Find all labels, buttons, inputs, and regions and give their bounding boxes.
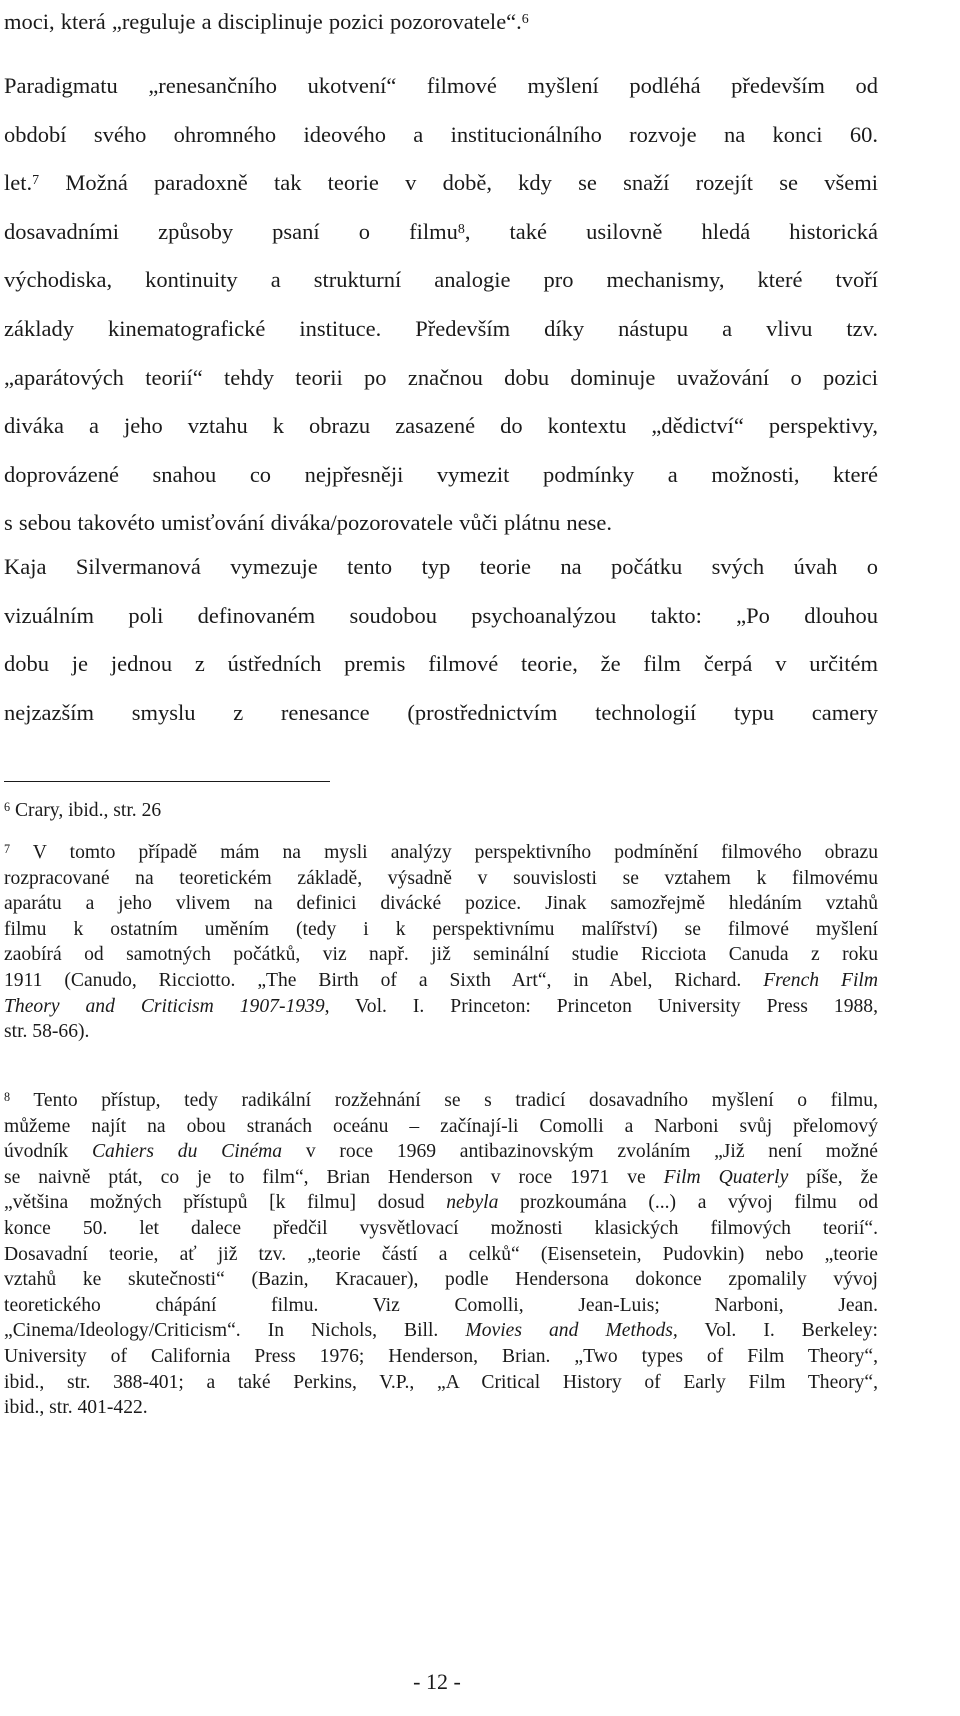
footnote-number: 8 — [4, 1089, 11, 1104]
text-line: základy kinematografické instituce. Především díky nástupu a vlivu tzv. — [4, 315, 878, 341]
footnote-line: filmu k ostatním uměním (tedy i k perspektivnímu malířství) se filmové myšlení — [4, 918, 878, 940]
footnote-line: rozpracované na teoretickém základě, výsadně v souvislosti se vztahem k filmovému — [4, 867, 878, 889]
footnote-ref-6[interactable]: 6 — [521, 11, 529, 27]
footnote-7 — [4, 840, 878, 1045]
footnote-line: se naivně ptát, co je to film“, Brian Henderson v roce 1971 ve Film Quaterly píše, že — [4, 1166, 878, 1188]
text-line: vizuálním poli definovaném soudobou psychoanalýzou takto: „Po dlouhou — [4, 602, 878, 628]
footnote-line: University of California Press 1976; Henderson, Brian. „Two types of Film Theory“, — [4, 1345, 878, 1367]
text-line: moci, která „reguluje a disciplinuje pozici pozorovatele“.$^6$ — [4, 9, 529, 34]
footnote-line: konce 50. let dalece předčil vysvětlovací možnosti klasických filmových teorií“. — [4, 1217, 878, 1239]
footnote-ref-8[interactable]: 8 — [457, 221, 465, 237]
footnote-line: vztahů ke skutečnosti“ (Bazin, Kracauer), podle Hendersona dokonce zpomalily vývoj — [4, 1269, 878, 1291]
footnote-line: $^6$ Crary, ibid., str. 26 — [4, 799, 162, 821]
footnote-line: str. 58-66). — [4, 1021, 90, 1043]
footnote-line: „Cinema/Ideology/Criticism“. In Nichols, Bill. Movies and Methods, Vol. I. Berkeley: — [4, 1320, 878, 1342]
body-paragraph-1 — [4, 0, 878, 47]
text-line: diváka a jeho vztahu k obrazu zasazené do kontextu „dědictví“ perspektivy, — [4, 413, 878, 439]
footnote-separator — [4, 781, 330, 782]
footnote-line: „většina možných přístupů [k filmu] dosud nebyla prozkoumána (...) a vývoj filmu od — [4, 1192, 878, 1214]
footnote-line: ibid., str. 401-422. — [4, 1397, 148, 1419]
footnote-6 — [4, 798, 878, 824]
body-paragraph-3 — [4, 543, 878, 737]
footnote-line: $^8$ Tento přístup, tedy radikální rozžehnání se s tradicí dosavadního myšlení o filmu, — [4, 1089, 878, 1111]
footnote-number: 7 — [4, 841, 11, 856]
text-line: dosavadními způsoby psaní o filmu$^8$, také usilovně hledá historická — [4, 218, 879, 244]
text-line: s sebou takovéto umisťování diváka/pozorovatele vůči plátnu nese. — [4, 510, 612, 536]
text-line: nejzazším smyslu z renesance (prostřednictvím technologií typu camery — [4, 699, 878, 725]
footnote-line: úvodník Cahiers du Cinéma v roce 1969 antibazinovským zvoláním „Již není možné — [4, 1141, 879, 1163]
footnote-line: aparátu a jeho vlivem na definici divácké pozice. Jinak samozřejmě hledáním vztahů — [4, 893, 878, 915]
text-line: „aparátových teorií“ tehdy teorii po značnou dobu dominuje uvažování o pozici — [4, 364, 878, 390]
footnote-line: Theory and Criticism 1907-1939, Vol. I. Princeton: Princeton University Press 1988, — [4, 995, 878, 1017]
text-line: Paradigmatu „renesančního ukotvení“ filmové myšlení podléhá především od — [4, 73, 878, 98]
text-line: doprovázené snahou co nejpřesněji vymezit podmínky a možnosti, které — [4, 461, 878, 487]
footnote-line: $^7$ V tomto případě mám na mysli analýzy perspektivního podmínění filmového obrazu — [4, 841, 878, 863]
text-line: Kaja Silvermanová vymezuje tento typ teorie na počátku svých úvah o — [4, 554, 878, 579]
footnote-number: 6 — [4, 799, 11, 814]
footnote-8 — [4, 1088, 878, 1421]
text-line: období svého ohromného ideového a institucionálního rozvoje na konci 60. — [4, 121, 878, 147]
page-number: - 12 - — [413, 1669, 461, 1694]
text-line: let.$^7$ Možná paradoxně tak teorie v době, kdy se snaží rozejít se všemi — [4, 170, 878, 196]
footnote-line: můžeme najít na obou stranách oceánu – začínají-li Comolli a Narboni svůj přelomový — [4, 1115, 878, 1137]
body-paragraph-2 — [4, 62, 878, 548]
footnote-line: 1911 (Canudo, Ricciotto. „The Birth of a Sixth Art“, in Abel, Richard. French Film — [4, 969, 878, 991]
text-line: východiska, kontinuity a strukturní analogie pro mechanismy, které tvoří — [4, 267, 878, 293]
footnote-line: Dosavadní teorie, ať již tzv. „teorie částí a celků“ (Eisensetein, Pudovkin) nebo „teorie — [4, 1243, 878, 1265]
footnote-ref-7[interactable]: 7 — [32, 172, 40, 188]
text-line: dobu je jednou z ústředních premis filmové teorie, že film čerpá v určitém — [4, 651, 878, 677]
footnote-line: teoretického chápání filmu. Viz Comolli, Jean-Luis; Narboni, Jean. — [4, 1294, 878, 1316]
footnote-line: zaobírá od samotných počátků, viz např. již seminální studie Ricciota Canuda z roku — [4, 944, 878, 966]
footnote-line: ibid., str. 388-401; a také Perkins, V.P., „A Critical History of Early Film Theory“, — [4, 1371, 878, 1393]
